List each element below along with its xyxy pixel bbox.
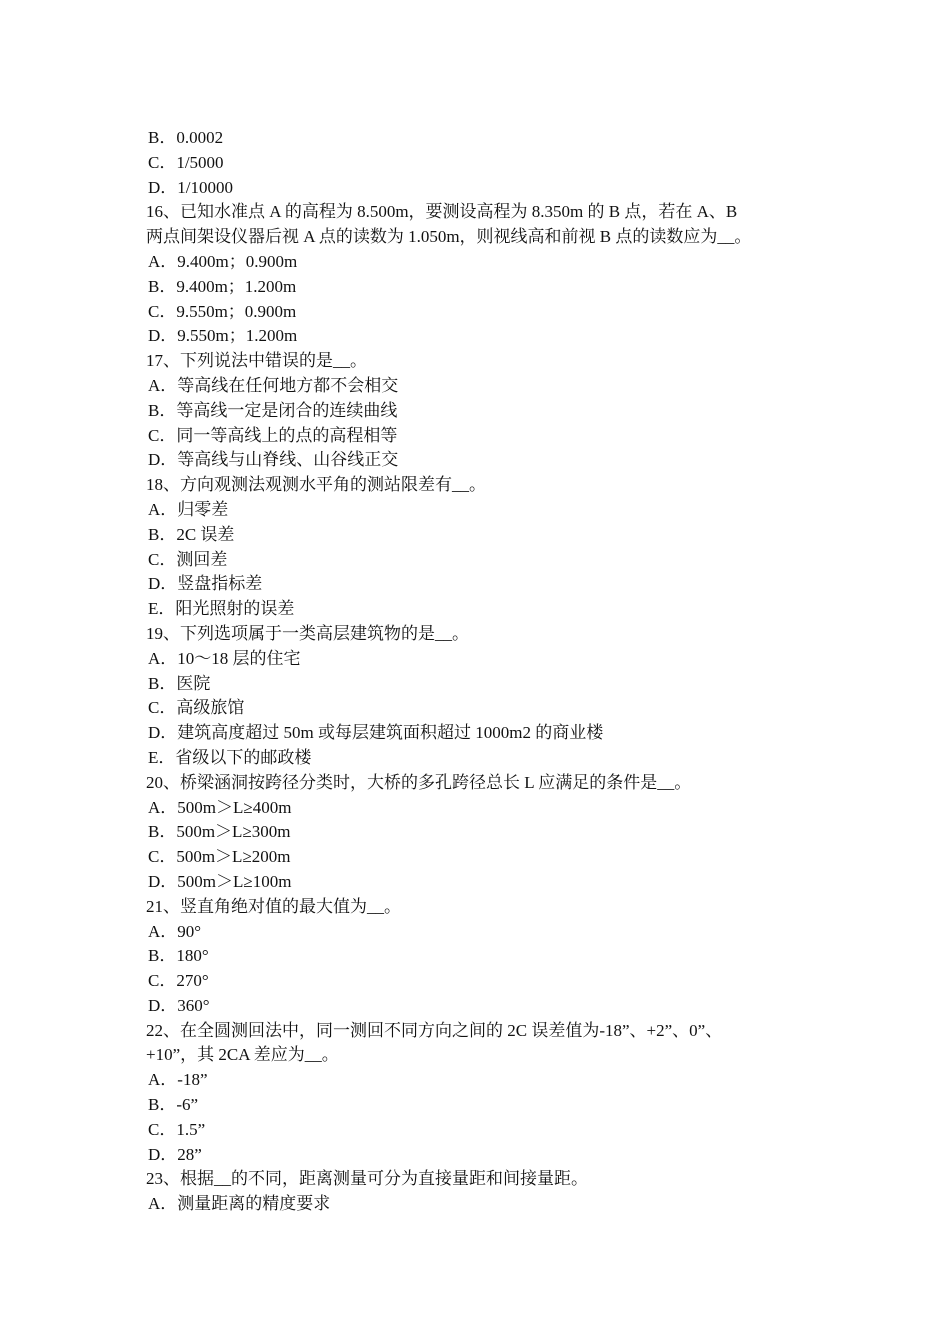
answer-option-line: A．-18” — [148, 1070, 208, 1090]
question-line: 16、已知水准点 A 的高程为 8.500m，要测设高程为 8.350m 的 B 点，若在 A、B — [146, 202, 738, 222]
question-line: 22、在全圆测回法中，同一测回不同方向之间的 2C 误差值为-18”、+2”、0”、 — [146, 1020, 723, 1040]
question-line: +10”，其 2CA 差应为__。 — [146, 1045, 339, 1065]
answer-option-line: C．1.5” — [148, 1119, 206, 1139]
answer-option-line: A．90° — [148, 921, 202, 941]
question-line: 23、根据__的不同，距离测量可分为直接量距和间接量距。 — [146, 1169, 588, 1189]
answer-option-line: C．500m＞L≥200m — [148, 847, 291, 867]
answer-option-line: C．1/5000 — [148, 152, 224, 172]
answer-option-line: B．180° — [148, 946, 209, 966]
answer-option-line: C．同一等高线上的点的高程相等 — [148, 425, 398, 445]
answer-option-line: A．归零差 — [148, 499, 229, 519]
answer-option-line: C．270° — [148, 971, 209, 991]
answer-option-line: D．9.550m；1.200m — [148, 326, 298, 346]
answer-option-line: B．-6” — [148, 1095, 199, 1115]
answer-option-line: D．360° — [148, 995, 210, 1015]
answer-option-line: B．0.0002 — [148, 128, 224, 147]
question-line: 20、桥梁涵洞按跨径分类时，大桥的多孔跨径总长 L 应满足的条件是__。 — [146, 772, 692, 792]
answer-option-line: D．竖盘指标差 — [148, 574, 263, 594]
answer-option-line: A．500m＞L≥400m — [148, 797, 292, 817]
answer-option-line: A．9.400m；0.900m — [148, 251, 298, 271]
answer-option-line: B．500m＞L≥300m — [148, 822, 291, 842]
answer-option-line: D．500m＞L≥100m — [148, 871, 292, 891]
question-line: 21、竖直角绝对值的最大值为__。 — [146, 896, 401, 916]
document-body — [146, 126, 826, 1217]
answer-option-line: A．等高线在任何地方都不会相交 — [148, 375, 399, 395]
question-line: 17、下列说法中错误的是__。 — [146, 351, 367, 371]
answer-option-line: E．省级以下的邮政楼 — [148, 747, 312, 767]
question-line: 19、下列选项属于一类高层建筑物的是__。 — [146, 623, 469, 643]
answer-option-line: C．测回差 — [148, 549, 228, 569]
question-line: 两点间架设仪器后视 A 点的读数为 1.050m，则视线高和前视 B 点的读数应为__。 — [146, 227, 752, 247]
answer-option-line: D．等高线与山脊线、山谷线正交 — [148, 450, 399, 470]
answer-option-line: E．阳光照射的误差 — [148, 599, 295, 619]
answer-option-line: B．等高线一定是闭合的连续曲线 — [148, 400, 398, 420]
answer-option-line: B．9.400m；1.200m — [148, 276, 297, 296]
answer-option-line: B．医院 — [148, 673, 211, 693]
answer-option-line: A．测量距离的精度要求 — [148, 1194, 331, 1214]
answer-option-line: D．1/10000 — [148, 177, 233, 197]
answer-option-line: C．9.550m；0.900m — [148, 301, 297, 321]
answer-option-line: D．28” — [148, 1144, 202, 1164]
answer-option-line: D．建筑高度超过 50m 或每层建筑面积超过 1000m2 的商业楼 — [148, 723, 604, 743]
answer-option-line: B．2C 误差 — [148, 524, 235, 544]
question-line: 18、方向观测法观测水平角的测站限差有__。 — [146, 475, 486, 495]
answer-option-line: C．高级旅馆 — [148, 698, 245, 718]
answer-option-line: A．10～18 层的住宅 — [148, 648, 301, 668]
